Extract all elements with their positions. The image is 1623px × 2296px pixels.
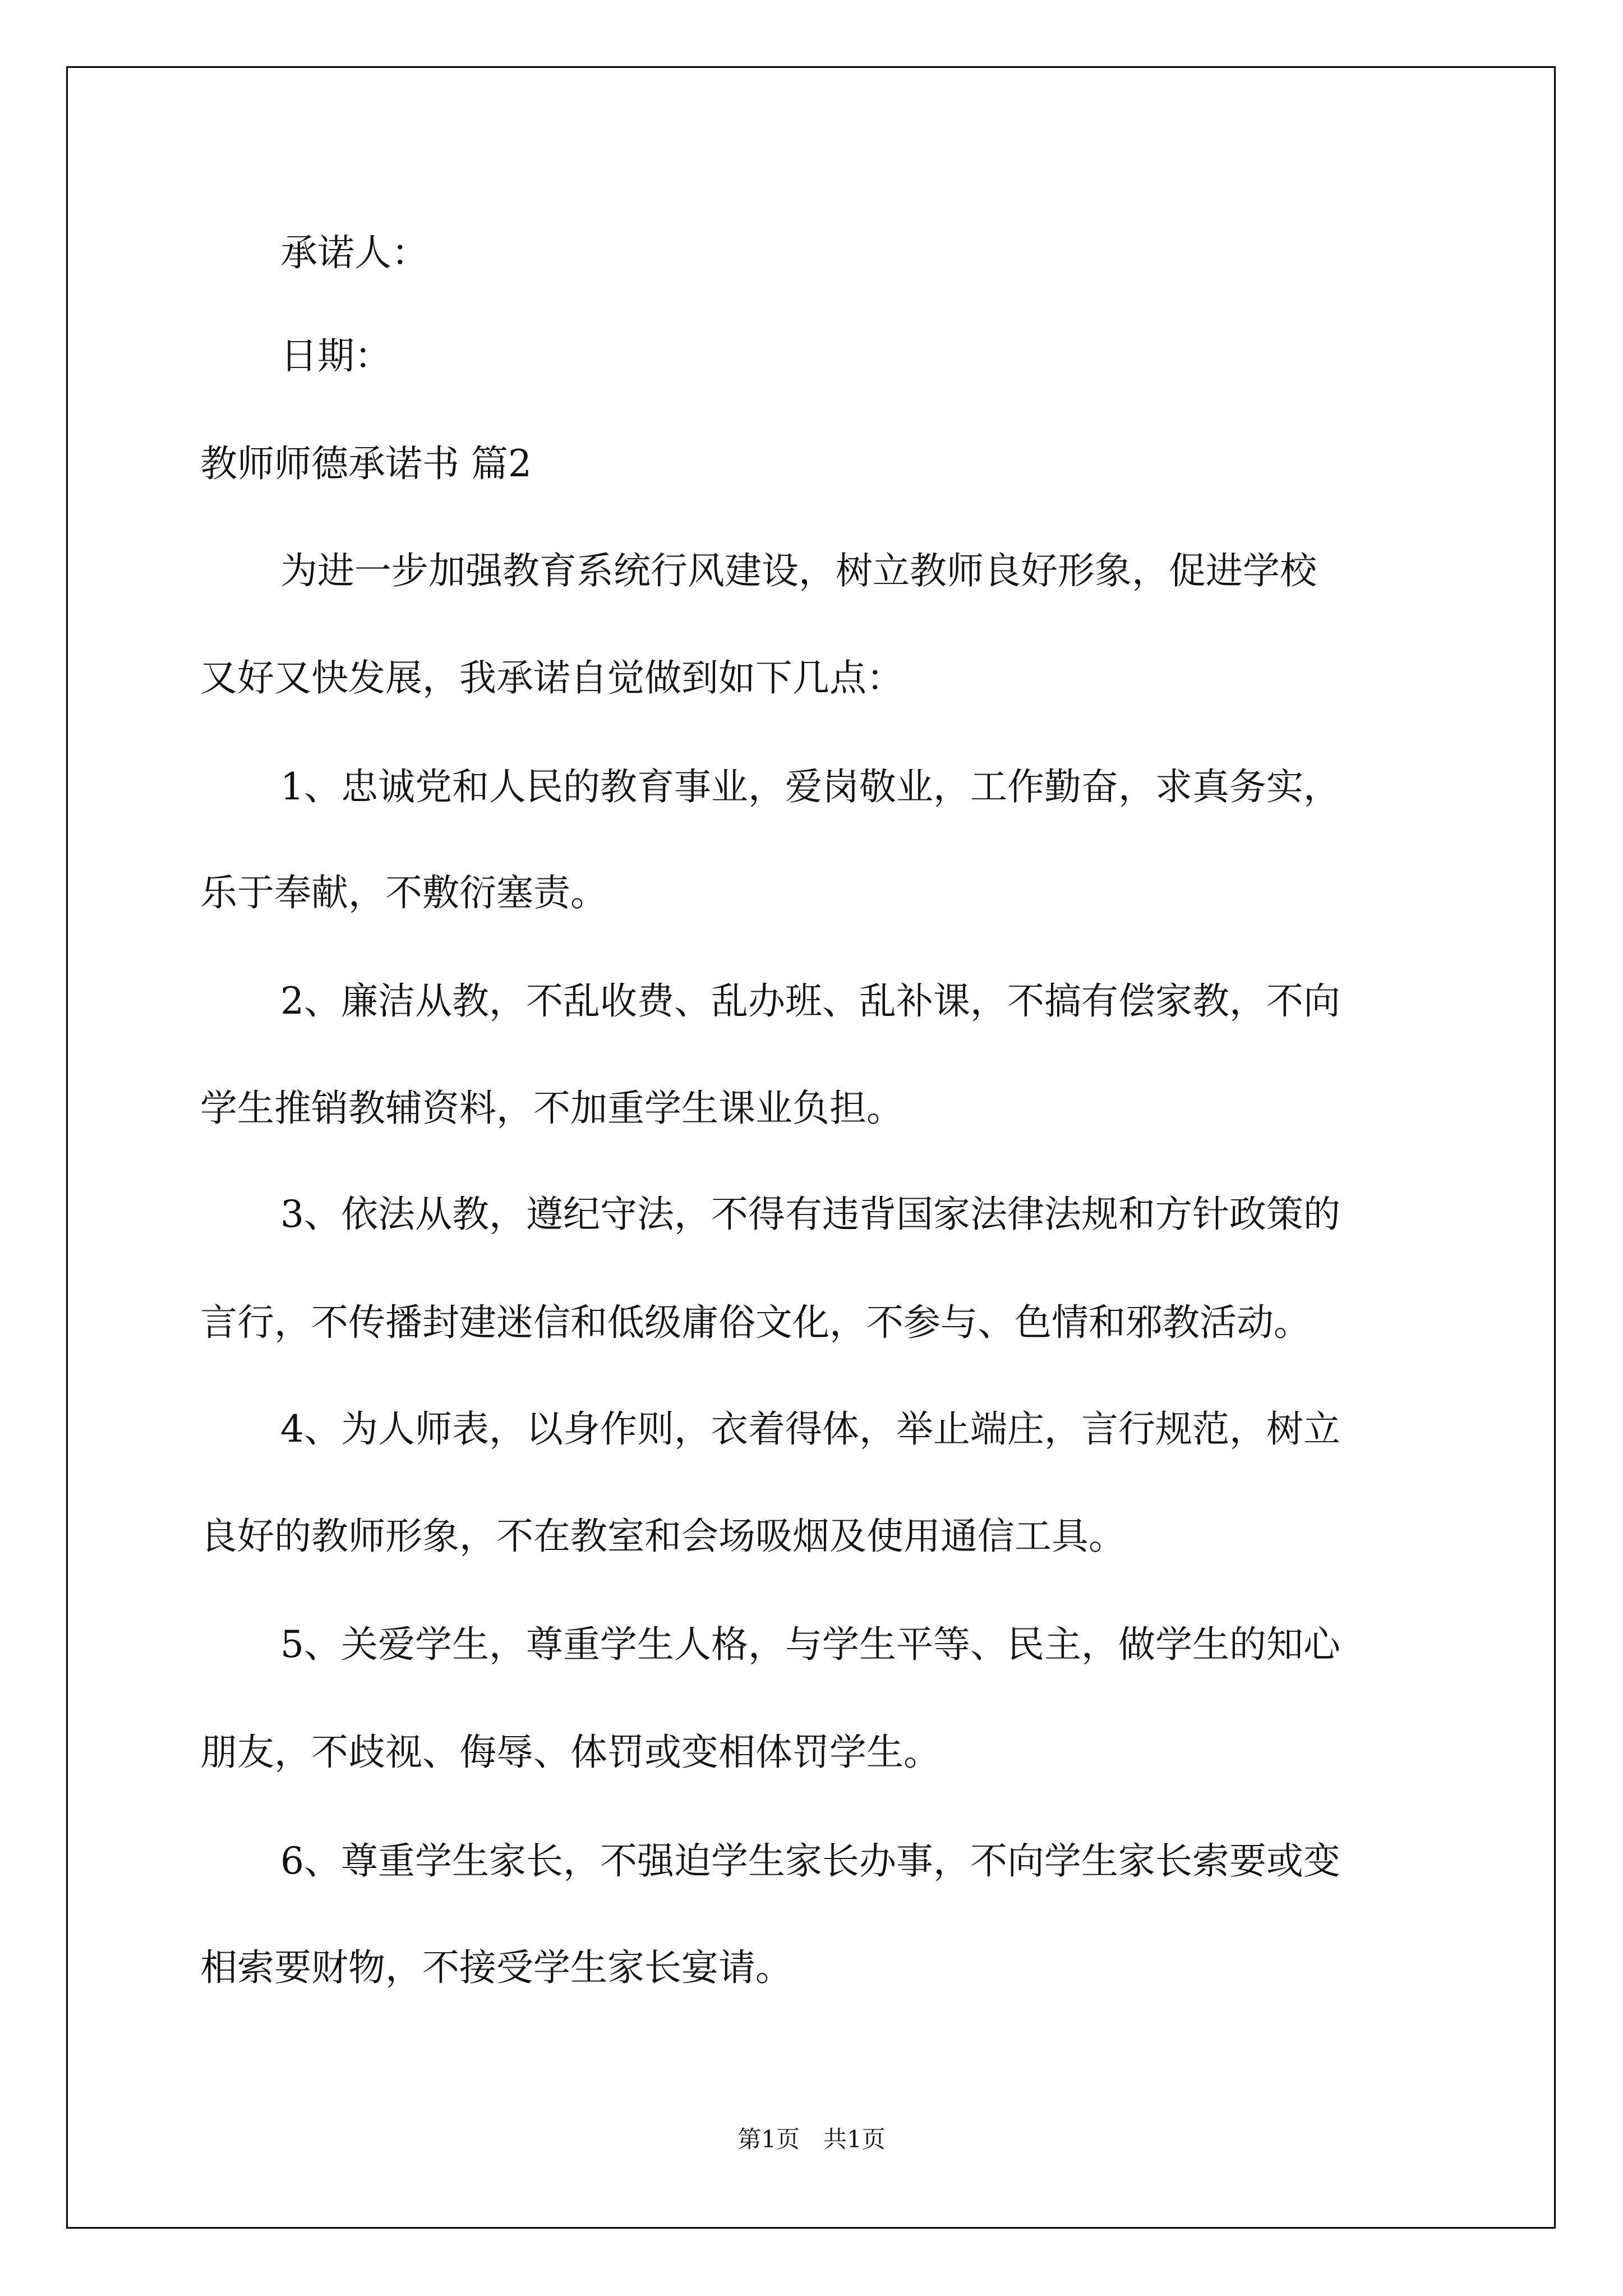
item-6-line-2: 相索要财物，不接受学生家长宴请。 xyxy=(200,1946,792,1989)
item-2-line-2: 学生推销教辅资料，不加重学生课业负担。 xyxy=(200,1087,903,1130)
intro-line-1: 为进一步加强教育系统行风建设，树立教师良好形象，促进学校 xyxy=(280,549,1317,592)
date-label: 日期： xyxy=(280,334,391,378)
item-4-line-2: 良好的教师形象，不在教室和会场吸烟及使用通信工具。 xyxy=(200,1515,1126,1558)
item-5-line-2: 朋友，不歧视、侮辱、体罚或变相体罚学生。 xyxy=(200,1731,940,1774)
item-3-line-2: 言行，不传播封建迷信和低级庸俗文化，不参与、色情和邪教活动。 xyxy=(200,1301,1311,1344)
item-4-line-1: 4、为人师表，以身作则，衣着得体，举止端庄，言行规范，树立 xyxy=(280,1407,1340,1451)
item-1-line-1: 1、忠诚党和人民的教育事业，爱岗敬业，工作勤奋，求真务实， xyxy=(280,765,1340,808)
intro-line-2: 又好又快发展，我承诺自觉做到如下几点： xyxy=(200,656,903,700)
section-title: 教师师德承诺书 篇2 xyxy=(200,442,532,485)
item-6-line-1: 6、尊重学生家长，不强迫学生家长办事，不向学生家长索要或变 xyxy=(280,1839,1340,1883)
signer-label: 承诺人： xyxy=(280,231,428,274)
item-2-line-1: 2、廉洁从教，不乱收费、乱办班、乱补课，不搞有偿家教，不向 xyxy=(280,979,1340,1023)
page-number: 第1页 共1页 xyxy=(737,2125,886,2153)
item-3-line-1: 3、依法从教，遵纪守法，不得有违背国家法律法规和方针政策的 xyxy=(280,1193,1340,1236)
item-1-line-2: 乐于奉献，不敷衍塞责。 xyxy=(200,871,607,914)
item-5-line-1: 5、关爱学生，尊重学生人格，与学生平等、民主，做学生的知心 xyxy=(280,1623,1340,1666)
page-border xyxy=(66,66,1556,2229)
